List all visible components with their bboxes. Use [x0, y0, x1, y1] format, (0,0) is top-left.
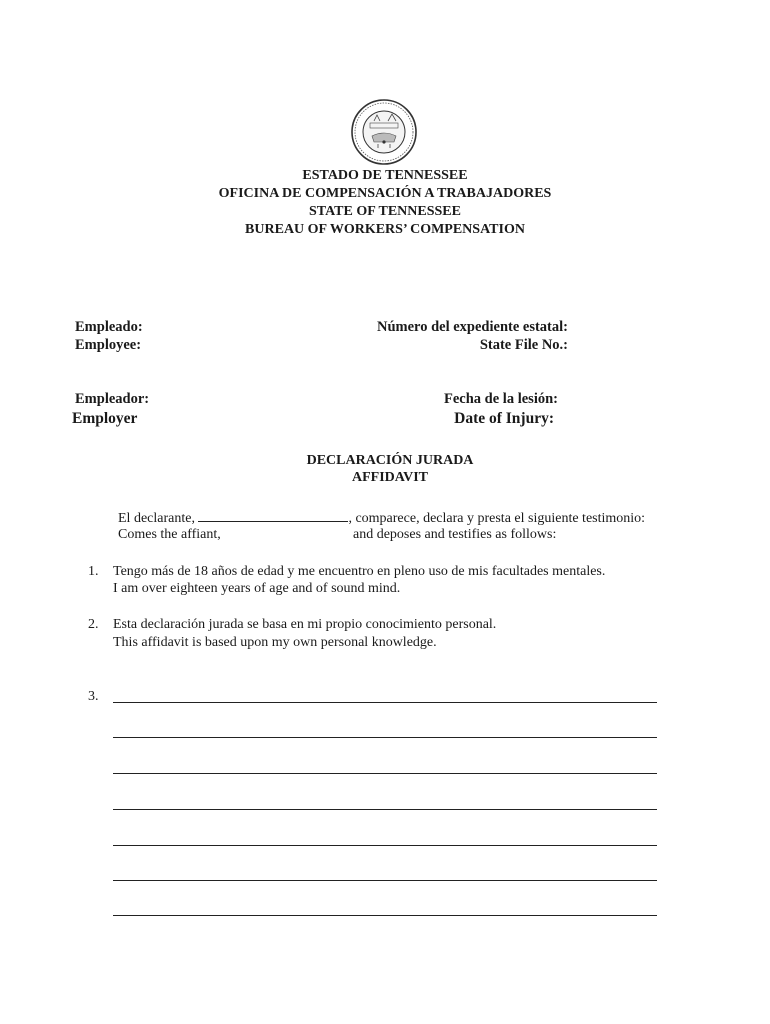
comparece-label: , comparece,: [348, 511, 420, 526]
file-no-label-es: Número del expediente estatal:: [376, 319, 568, 335]
declarant-name-blank[interactable]: [198, 509, 348, 522]
declarant-rest-es: declara y presta el siguiente testimonio:: [419, 511, 646, 526]
injury-label-en: Date of Injury:: [454, 410, 554, 427]
employee-label-en: Employee:: [75, 337, 142, 353]
statement-line[interactable]: [113, 773, 657, 774]
statement-line[interactable]: [113, 702, 657, 703]
declarant-line-es: [118, 509, 645, 527]
header-line-2: OFICINA DE COMPENSACIÓN A TRABAJADORES: [218, 186, 552, 201]
statement-line[interactable]: [113, 845, 657, 846]
employer-label-es: Empleador:: [75, 391, 150, 407]
item-3-number: 3.: [88, 689, 99, 704]
item-1-number: 1.: [88, 564, 99, 579]
affidavit-title-es: DECLARACIÓN JURADA: [306, 453, 474, 468]
employee-label-es: Empleado:: [75, 319, 143, 335]
header-line-4: BUREAU OF WORKERS’ COMPENSATION: [245, 222, 525, 237]
statement-line[interactable]: [113, 880, 657, 881]
statement-line[interactable]: [113, 737, 657, 738]
affidavit-title-en: AFFIDAVIT: [352, 470, 428, 485]
declarant-label-es: El declarante,: [118, 511, 195, 526]
declarant-rest-en: and deposes and testifies as follows:: [353, 527, 557, 542]
item-2-text-en: This affidavit is based upon my own personal knowledge.: [113, 635, 437, 650]
employer-label-en: Employer: [72, 410, 138, 427]
statement-line[interactable]: [113, 809, 657, 810]
item-2-text-es: Esta declaración jurada se basa en mi propio conocimiento personal.: [113, 617, 497, 632]
declarant-label-en: Comes the affiant,: [118, 527, 221, 542]
header-line-1: ESTADO DE TENNESSEE: [302, 168, 468, 183]
file-no-label-en: State File No.:: [479, 337, 568, 353]
injury-label-es: Fecha de la lesión:: [444, 391, 558, 407]
statement-line[interactable]: [113, 915, 657, 916]
header-line-3: STATE OF TENNESSEE: [309, 204, 461, 219]
item-2-number: 2.: [88, 617, 99, 632]
item-1-text-es: Tengo más de 18 años de edad y me encuentro en pleno uso de mis facultades mentales.: [113, 564, 606, 579]
state-seal-icon: [350, 98, 418, 166]
item-1-text-en: I am over eighteen years of age and of sound mind.: [113, 581, 401, 596]
